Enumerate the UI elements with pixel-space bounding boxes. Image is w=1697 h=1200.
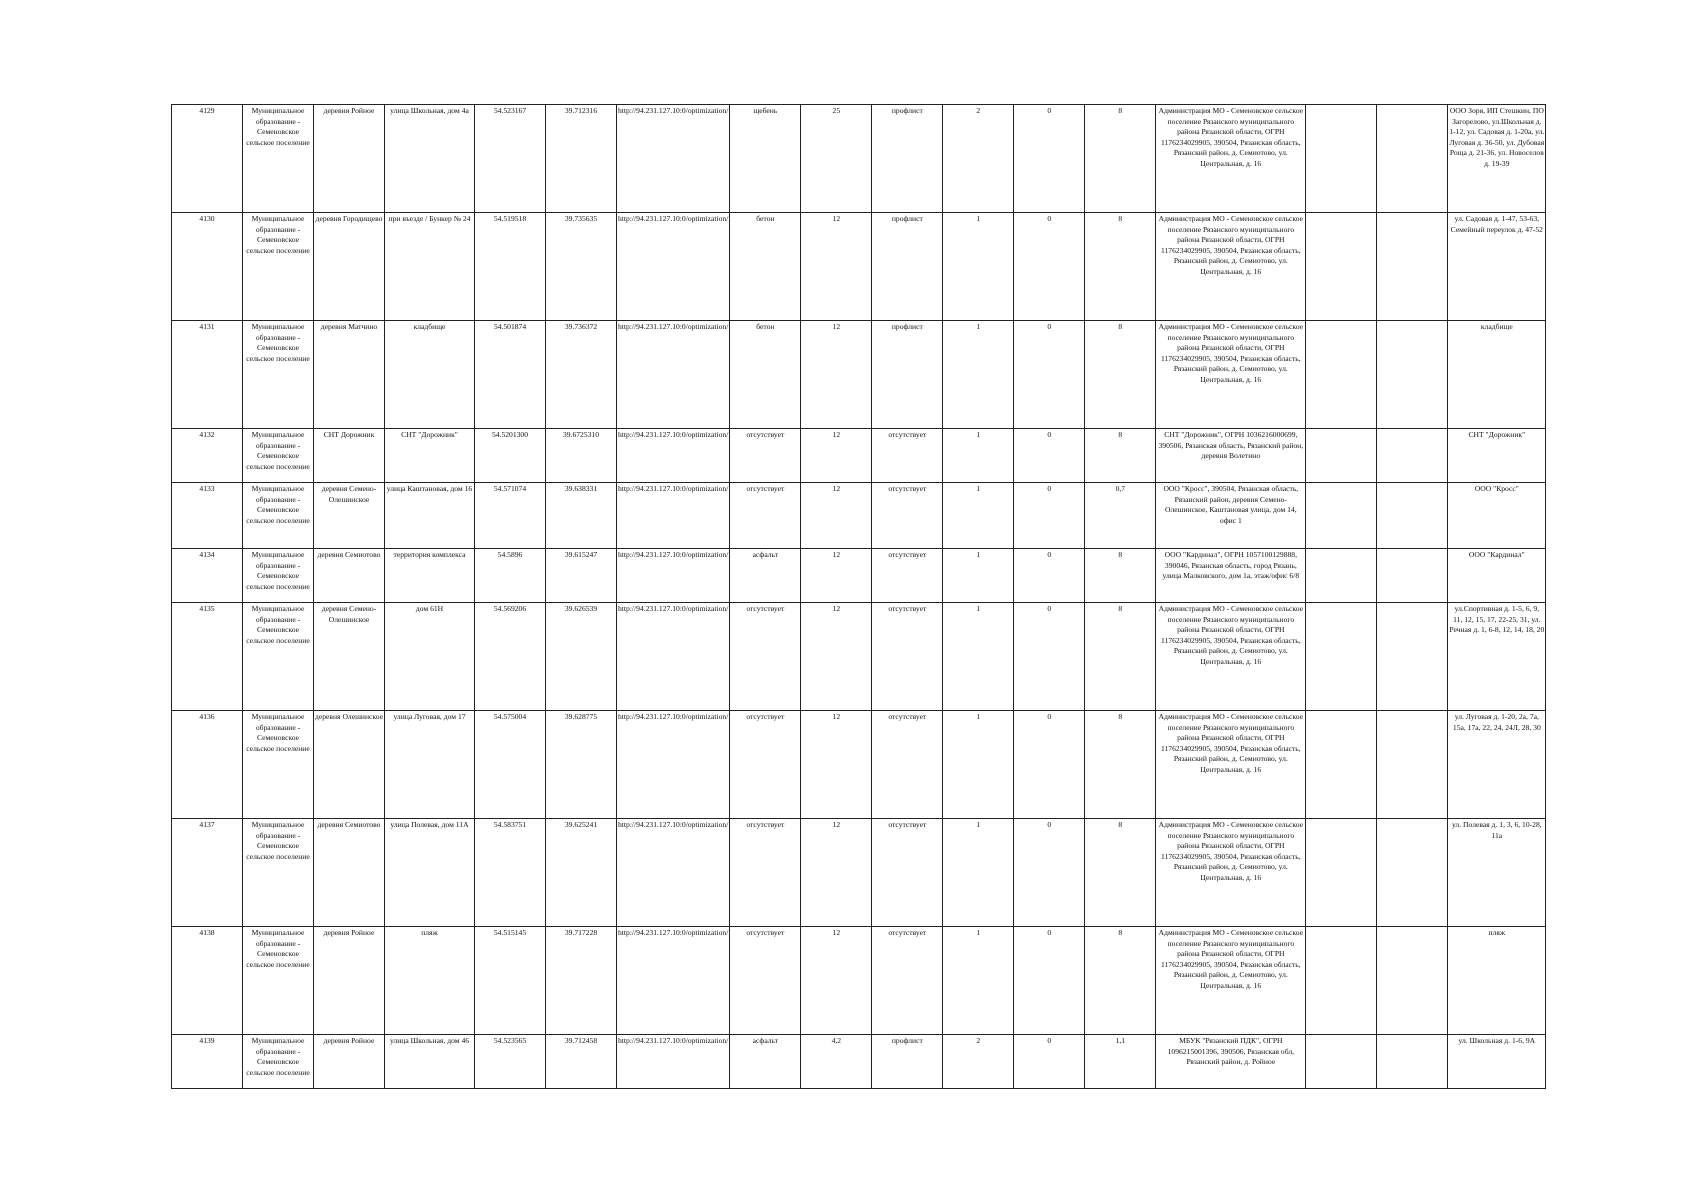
cell-containers: 1 — [943, 927, 1014, 1035]
table-row — [172, 213, 1546, 321]
cell-owner: ООО "Кардинал", ОГРН 1057100129888, 390046, Рязанская область, город Рязань, улица Малковского, дом 1а, этаж/офис 6/8 — [1156, 549, 1306, 603]
cell-volume: 8 — [1085, 321, 1156, 429]
cell-settlement: деревня Городищево — [314, 213, 385, 321]
cell-surface: бетон — [730, 213, 801, 321]
cell-volume: 8 — [1085, 711, 1156, 819]
cell-bunkers: 0 — [1014, 483, 1085, 549]
cell-col-15 — [1306, 711, 1377, 819]
cell-bunkers: 0 — [1014, 1035, 1085, 1089]
cell-served-objects: ул.Спортивная д. 1-5, 6, 9, 11, 12, 15, 17, 22-25, 31, ул. Речная д. 1, 6-8, 12, 14, 18, 20 — [1448, 603, 1546, 711]
cell-latitude: 54.523565 — [475, 1035, 546, 1089]
cell-latitude: 54.519518 — [475, 213, 546, 321]
cell-served-objects: ул. Садовая д. 1-47, 53-63, Семейный переулок д. 47-52 — [1448, 213, 1546, 321]
table-row — [172, 927, 1546, 1035]
cell-address: территория комплекса — [385, 549, 475, 603]
cell-volume: 8 — [1085, 549, 1156, 603]
cell-number: 4137 — [172, 819, 243, 927]
cell-settlement: деревня Ройное — [314, 927, 385, 1035]
table-row — [172, 819, 1546, 927]
cell-owner: Администрация МО - Семеновское сельское поселение Рязанского муниципального района Рязанской области, ОГРН 1176234029905, 390504, Рязанская область, Рязанский район, д. Семиотово, ул. Центральная, д. 16 — [1156, 927, 1306, 1035]
cell-containers: 1 — [943, 819, 1014, 927]
cell-col-15 — [1306, 321, 1377, 429]
cell-col-16 — [1377, 105, 1448, 213]
cell-col-16 — [1377, 213, 1448, 321]
cell-bunkers: 0 — [1014, 549, 1085, 603]
cell-served-objects: пляж — [1448, 927, 1546, 1035]
cell-containers: 2 — [943, 105, 1014, 213]
cell-number: 4133 — [172, 483, 243, 549]
cell-number: 4131 — [172, 321, 243, 429]
cell-map-link: http://94.231.127.10:0/optimization/ — [617, 711, 730, 819]
cell-owner: Администрация МО - Семеновское сельское поселение Рязанского муниципального района Рязанской области, ОГРН 1176234029905, 390504, Рязанская область, Рязанский район, д. Семиотово, ул. Центральная, д. 16 — [1156, 711, 1306, 819]
cell-fence: профлист — [872, 1035, 943, 1089]
cell-fence: отсутствует — [872, 927, 943, 1035]
cell-address: улица Школьная, дом 4а — [385, 105, 475, 213]
cell-col-16 — [1377, 1035, 1448, 1089]
table-row — [172, 429, 1546, 483]
cell-settlement: деревня Олешинское — [314, 711, 385, 819]
cell-volume: 8 — [1085, 429, 1156, 483]
cell-settlement: деревня Матчино — [314, 321, 385, 429]
cell-number: 4135 — [172, 603, 243, 711]
cell-longitude: 39.712458 — [546, 1035, 617, 1089]
cell-longitude: 39.712316 — [546, 105, 617, 213]
cell-area: 12 — [801, 549, 872, 603]
cell-surface: отсутствует — [730, 927, 801, 1035]
cell-served-objects: ул. Луговая д. 1-20, 2а, 7а, 15а, 17а, 22, 24, 24Л, 28, 30 — [1448, 711, 1546, 819]
cell-col-16 — [1377, 927, 1448, 1035]
cell-served-objects: кладбище — [1448, 321, 1546, 429]
cell-col-15 — [1306, 819, 1377, 927]
cell-fence: отсутствует — [872, 549, 943, 603]
cell-longitude: 39.735635 — [546, 213, 617, 321]
cell-served-objects: ООО Зоря, ИП Стешкин, ПО Загорелово, ул.Школьная д. 1-12, ул. Садовая д. 1-20а, ул. Луговая д. 36-50, ул. Дубовая Роща д. 21-36, ул. Новоселов д. 19-39 — [1448, 105, 1546, 213]
cell-surface: асфальт — [730, 1035, 801, 1089]
cell-longitude: 39.717228 — [546, 927, 617, 1035]
cell-containers: 1 — [943, 213, 1014, 321]
cell-number: 4132 — [172, 429, 243, 483]
cell-number: 4138 — [172, 927, 243, 1035]
cell-settlement: деревня Ройное — [314, 1035, 385, 1089]
cell-area: 12 — [801, 711, 872, 819]
cell-col-16 — [1377, 819, 1448, 927]
cell-settlement: деревня Ройное — [314, 105, 385, 213]
cell-settlement: деревня Семиотово — [314, 549, 385, 603]
cell-municipality: Муниципальное образование - Семеновское сельское поселение — [243, 819, 314, 927]
cell-surface: отсутствует — [730, 429, 801, 483]
cell-owner: ООО "Кросс", 390504, Рязанская область, Рязанский район, деревня Семено-Олешинское, Каштановая улица, дом 14, офис 1 — [1156, 483, 1306, 549]
cell-owner: СНТ "Дорожник", ОГРН 1036216000699, 390506, Рязанская область, Рязанский район, деревня Волетино — [1156, 429, 1306, 483]
cell-municipality: Муниципальное образование - Семеновское сельское поселение — [243, 429, 314, 483]
cell-owner: МБУК "Рязанский ПДК", ОГРН 1096215001396, 390506, Рязанская обл, Рязанский район, д. Ройное — [1156, 1035, 1306, 1089]
table-row — [172, 1035, 1546, 1089]
cell-municipality: Муниципальное образование - Семеновское сельское поселение — [243, 483, 314, 549]
cell-municipality: Муниципальное образование - Семеновское сельское поселение — [243, 213, 314, 321]
cell-longitude: 39.638331 — [546, 483, 617, 549]
cell-volume: 8 — [1085, 213, 1156, 321]
cell-latitude: 54.501874 — [475, 321, 546, 429]
cell-latitude: 54.5896 — [475, 549, 546, 603]
cell-address: СНТ "Дорожник" — [385, 429, 475, 483]
cell-surface: отсутствует — [730, 711, 801, 819]
cell-surface: бетон — [730, 321, 801, 429]
cell-longitude: 39.736372 — [546, 321, 617, 429]
cell-fence: отсутствует — [872, 483, 943, 549]
cell-address: улица Луговая, дом 17 — [385, 711, 475, 819]
table-row — [172, 711, 1546, 819]
cell-served-objects: ул. Полевая д. 1, 3, 6, 10-28, 11а — [1448, 819, 1546, 927]
cell-longitude: 39.626539 — [546, 603, 617, 711]
cell-bunkers: 0 — [1014, 321, 1085, 429]
cell-col-15 — [1306, 1035, 1377, 1089]
table-row — [172, 483, 1546, 549]
cell-number: 4139 — [172, 1035, 243, 1089]
cell-map-link: http://94.231.127.10:0/optimization/ — [617, 603, 730, 711]
cell-fence: отсутствует — [872, 819, 943, 927]
cell-map-link: http://94.231.127.10:0/optimization/ — [617, 1035, 730, 1089]
cell-served-objects: ООО "Кросс" — [1448, 483, 1546, 549]
cell-fence: профлист — [872, 105, 943, 213]
cell-col-15 — [1306, 429, 1377, 483]
cell-area: 25 — [801, 105, 872, 213]
cell-map-link: http://94.231.127.10:0/optimization/ — [617, 213, 730, 321]
cell-municipality: Муниципальное образование - Семеновское сельское поселение — [243, 1035, 314, 1089]
cell-municipality: Муниципальное образование - Семеновское сельское поселение — [243, 321, 314, 429]
cell-longitude: 39.6725310 — [546, 429, 617, 483]
cell-containers: 1 — [943, 711, 1014, 819]
table-row — [172, 321, 1546, 429]
cell-fence: отсутствует — [872, 429, 943, 483]
cell-served-objects: ул. Школьная д. 1-6, 9А — [1448, 1035, 1546, 1089]
cell-surface: щебень — [730, 105, 801, 213]
cell-containers: 1 — [943, 429, 1014, 483]
table-row — [172, 549, 1546, 603]
cell-address: при въезде / Бункер № 24 — [385, 213, 475, 321]
cell-col-16 — [1377, 711, 1448, 819]
cell-number: 4130 — [172, 213, 243, 321]
cell-fence: профлист — [872, 321, 943, 429]
cell-latitude: 54.515145 — [475, 927, 546, 1035]
cell-area: 12 — [801, 603, 872, 711]
cell-bunkers: 0 — [1014, 429, 1085, 483]
cell-bunkers: 0 — [1014, 213, 1085, 321]
cell-area: 4,2 — [801, 1035, 872, 1089]
cell-served-objects: СНТ "Дорожник" — [1448, 429, 1546, 483]
cell-col-15 — [1306, 483, 1377, 549]
cell-number: 4136 — [172, 711, 243, 819]
cell-containers: 1 — [943, 549, 1014, 603]
cell-col-16 — [1377, 603, 1448, 711]
cell-latitude: 54.575004 — [475, 711, 546, 819]
cell-volume: 1,1 — [1085, 1035, 1156, 1089]
cell-map-link: http://94.231.127.10:0/optimization/ — [617, 105, 730, 213]
cell-map-link: http://94.231.127.10:0/optimization/ — [617, 549, 730, 603]
cell-col-15 — [1306, 213, 1377, 321]
cell-surface: асфальт — [730, 549, 801, 603]
cell-latitude: 54.569206 — [475, 603, 546, 711]
cell-settlement: деревня Семено-Олешинское — [314, 603, 385, 711]
cell-owner: Администрация МО - Семеновское сельское поселение Рязанского муниципального района Рязанской области, ОГРН 1176234029905, 390504, Рязанская область, Рязанский район, д. Семиотово, ул. Центральная, д. 16 — [1156, 603, 1306, 711]
cell-number: 4129 — [172, 105, 243, 213]
table-body — [172, 105, 1546, 1089]
cell-col-15 — [1306, 927, 1377, 1035]
cell-map-link: http://94.231.127.10:0/optimization/ — [617, 429, 730, 483]
cell-containers: 1 — [943, 483, 1014, 549]
cell-map-link: http://94.231.127.10:0/optimization/ — [617, 927, 730, 1035]
cell-area: 12 — [801, 819, 872, 927]
cell-surface: отсутствует — [730, 603, 801, 711]
cell-bunkers: 0 — [1014, 711, 1085, 819]
cell-municipality: Муниципальное образование - Семеновское сельское поселение — [243, 105, 314, 213]
cell-number: 4134 — [172, 549, 243, 603]
container-sites-table — [171, 104, 1546, 1089]
cell-col-16 — [1377, 549, 1448, 603]
cell-bunkers: 0 — [1014, 927, 1085, 1035]
cell-owner: Администрация МО - Семеновское сельское поселение Рязанского муниципального района Рязанской области, ОГРН 1176234029905, 390504, Рязанская область, Рязанский район, д. Семиотово, ул. Центральная, д. 16 — [1156, 213, 1306, 321]
cell-owner: Администрация МО - Семеновское сельское поселение Рязанского муниципального района Рязанской области, ОГРН 1176234029905, 390504, Рязанская область, Рязанский район, д. Семиотово, ул. Центральная, д. 16 — [1156, 105, 1306, 213]
cell-address: улица Каштановая, дом 16 — [385, 483, 475, 549]
cell-longitude: 39.625241 — [546, 819, 617, 927]
cell-owner: Администрация МО - Семеновское сельское поселение Рязанского муниципального района Рязанской области, ОГРН 1176234029905, 390504, Рязанская область, Рязанский район, д. Семиотово, ул. Центральная, д. 16 — [1156, 819, 1306, 927]
cell-settlement: СНТ Дорожник — [314, 429, 385, 483]
cell-longitude: 39.628775 — [546, 711, 617, 819]
cell-volume: 8 — [1085, 819, 1156, 927]
cell-bunkers: 0 — [1014, 819, 1085, 927]
cell-municipality: Муниципальное образование - Семеновское сельское поселение — [243, 603, 314, 711]
cell-map-link: http://94.231.127.10:0/optimization/ — [617, 483, 730, 549]
cell-address: кладбище — [385, 321, 475, 429]
cell-fence: отсутствует — [872, 711, 943, 819]
cell-area: 12 — [801, 927, 872, 1035]
cell-area: 12 — [801, 483, 872, 549]
cell-containers: 2 — [943, 1035, 1014, 1089]
cell-municipality: Муниципальное образование - Семеновское сельское поселение — [243, 711, 314, 819]
cell-settlement: деревня Семено-Олешинское — [314, 483, 385, 549]
cell-fence: профлист — [872, 213, 943, 321]
cell-col-15 — [1306, 603, 1377, 711]
cell-containers: 1 — [943, 603, 1014, 711]
table-row — [172, 105, 1546, 213]
cell-owner: Администрация МО - Семеновское сельское поселение Рязанского муниципального района Рязанской области, ОГРН 1176234029905, 390504, Рязанская область, Рязанский район, д. Семиотово, ул. Центральная, д. 16 — [1156, 321, 1306, 429]
cell-area: 12 — [801, 321, 872, 429]
cell-volume: 8 — [1085, 105, 1156, 213]
cell-col-16 — [1377, 321, 1448, 429]
cell-latitude: 54.5201300 — [475, 429, 546, 483]
cell-col-16 — [1377, 483, 1448, 549]
cell-address: улица Школьная, дом 46 — [385, 1035, 475, 1089]
cell-address: дом 61Н — [385, 603, 475, 711]
cell-volume: 0,7 — [1085, 483, 1156, 549]
cell-bunkers: 0 — [1014, 603, 1085, 711]
cell-map-link: http://94.231.127.10:0/optimization/ — [617, 819, 730, 927]
cell-served-objects: ООО "Кардинал" — [1448, 549, 1546, 603]
cell-containers: 1 — [943, 321, 1014, 429]
cell-address: пляж — [385, 927, 475, 1035]
cell-volume: 8 — [1085, 927, 1156, 1035]
cell-latitude: 54.583751 — [475, 819, 546, 927]
cell-address: улица Полевая, дом 11А — [385, 819, 475, 927]
cell-area: 12 — [801, 213, 872, 321]
cell-fence: отсутствует — [872, 603, 943, 711]
cell-latitude: 54.523167 — [475, 105, 546, 213]
cell-longitude: 39.615247 — [546, 549, 617, 603]
cell-bunkers: 0 — [1014, 105, 1085, 213]
cell-latitude: 54.571074 — [475, 483, 546, 549]
cell-col-15 — [1306, 549, 1377, 603]
table-row — [172, 603, 1546, 711]
cell-col-15 — [1306, 105, 1377, 213]
cell-col-16 — [1377, 429, 1448, 483]
cell-surface: отсутствует — [730, 483, 801, 549]
cell-surface: отсутствует — [730, 819, 801, 927]
cell-settlement: деревня Семиотово — [314, 819, 385, 927]
cell-municipality: Муниципальное образование - Семеновское сельское поселение — [243, 549, 314, 603]
cell-area: 12 — [801, 429, 872, 483]
cell-map-link: http://94.231.127.10:0/optimization/ — [617, 321, 730, 429]
cell-volume: 8 — [1085, 603, 1156, 711]
cell-municipality: Муниципальное образование - Семеновское сельское поселение — [243, 927, 314, 1035]
